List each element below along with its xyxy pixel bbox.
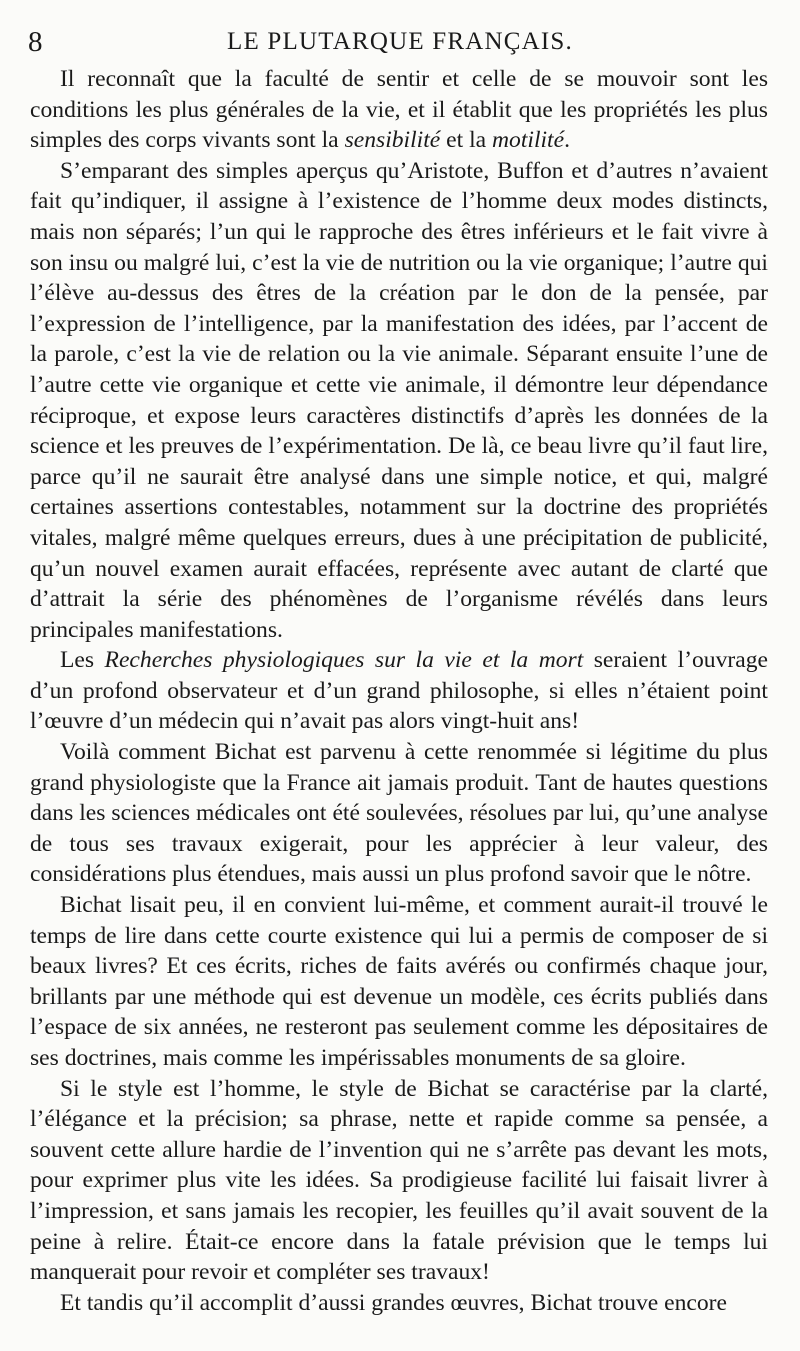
italic-book-title: Recherches physiologiques sur la vie et la mort — [104, 647, 584, 674]
text-run: et la — [440, 127, 492, 154]
paragraph — [30, 156, 768, 646]
paragraph — [30, 64, 768, 156]
body-text — [30, 64, 768, 1318]
running-head — [28, 22, 772, 62]
paragraph — [30, 645, 768, 737]
italic-term: sensibilité — [344, 127, 441, 154]
text-run: S’emparant des simples aperçus qu’Aristote, Buffon et d’autres n’avaient fait qu’indiquer, il assigne à l’existence de l’homme deux modes distincts, mais non séparés; l’un qui le rapproche des êtres inférieurs et le fait vivre à son insu ou malgré lui, c’est la vie de nutrition ou la vie organique; l’autre qui l’élève au-dessus des êtres de la création par le don de la pensée, par l’expression de l’intelligence, par la manifestation des idées, par l’accent de la parole, c’est la vie de relation ou la vie animale. Séparant ensuite l’une de l’autre cette vie organique et cette vie animale, il démontre leur dépendance réciproque, et expose leurs caractères distinctifs d’après les données de la science et les preuves de l’expérimentation. De là, ce beau livre qu’il faut lire, parce qu’il ne saurait être analysé dans une simple notice, et qui, malgré certaines assertions contestables, notamment sur la doctrine des propriétés vitales, malgré même quelques erreurs, dues à une précipitation de publicité, qu’un nouvel examen aurait effacées, représente avec autant de clarté que d’attrait la série des phénomènes de l’organisme révélés dans leurs principales manifestations. — [30, 157, 768, 643]
running-title: LE PLUTARQUE FRANÇAIS. — [227, 28, 573, 55]
paragraph — [30, 737, 768, 890]
paragraph — [30, 890, 768, 1074]
italic-term: motilité — [492, 127, 565, 154]
text-run: Les — [60, 647, 105, 674]
text-run: Si le style est l’homme, le style de Bichat se caractérise par la clarté, l’élégance et la précision; sa phrase, nette et rapide comme sa pensée, a souvent cette allure hardie de l’invention qui ne s’arrête pas devant les mots, pour exprimer plus vite les idées. Sa prodigieuse facilité lui faisait livrer à l’impression, et sans jamais les recopier, les feuilles qu’il avait souvent de la peine à relire. Était-ce encore dans la fatale prévision que le temps lui manquerait pour revoir et compléter ses travaux! — [30, 1075, 768, 1286]
text-run: Et tandis qu’il accomplit d’aussi grandes œuvres, Bichat trouve encore — [60, 1289, 727, 1316]
text-run: seraient l’ouvrage d’un profond observateur et d’un grand philosophe, si elles n’étaient point l’œuvre d’un médecin qui n’avait pas alors vingt-huit ans! — [30, 647, 768, 735]
paragraph — [30, 1288, 768, 1319]
text-run: . — [564, 127, 570, 154]
paragraph — [30, 1074, 768, 1288]
text-run: Voilà comment Bichat est parvenu à cette renommée si légitime du plus grand physiologiste que la France ait jamais produit. Tant de hautes questions dans les sciences médicales ont été soulevées, résolues par lui, qu’une analyse de tous ses travaux exigerait, pour les apprécier à leur valeur, des considérations plus étendues, mais aussi un plus profond savoir que le nôtre. — [30, 739, 768, 888]
text-run: Il reconnaît que la faculté de sentir et celle de se mouvoir sont les conditions les plus générales de la vie, et il établit que les propriétés les plus simples des corps vivants sont la — [30, 66, 768, 154]
text-run: Bichat lisait peu, il en convient lui-même, et comment aurait-il trouvé le temps de lire dans cette courte existence qui lui a permis de composer de si beaux livres? Et ces écrits, riches de faits avérés ou confirmés chaque jour, brillants par une méthode qui est devenue un modèle, ces écrits publiés dans l’espace de six années, ne resteront pas seulement comme les dépositaires de ses doctrines, mais comme les impérissables monuments de sa gloire. — [30, 892, 768, 1071]
page-number: 8 — [28, 26, 43, 58]
